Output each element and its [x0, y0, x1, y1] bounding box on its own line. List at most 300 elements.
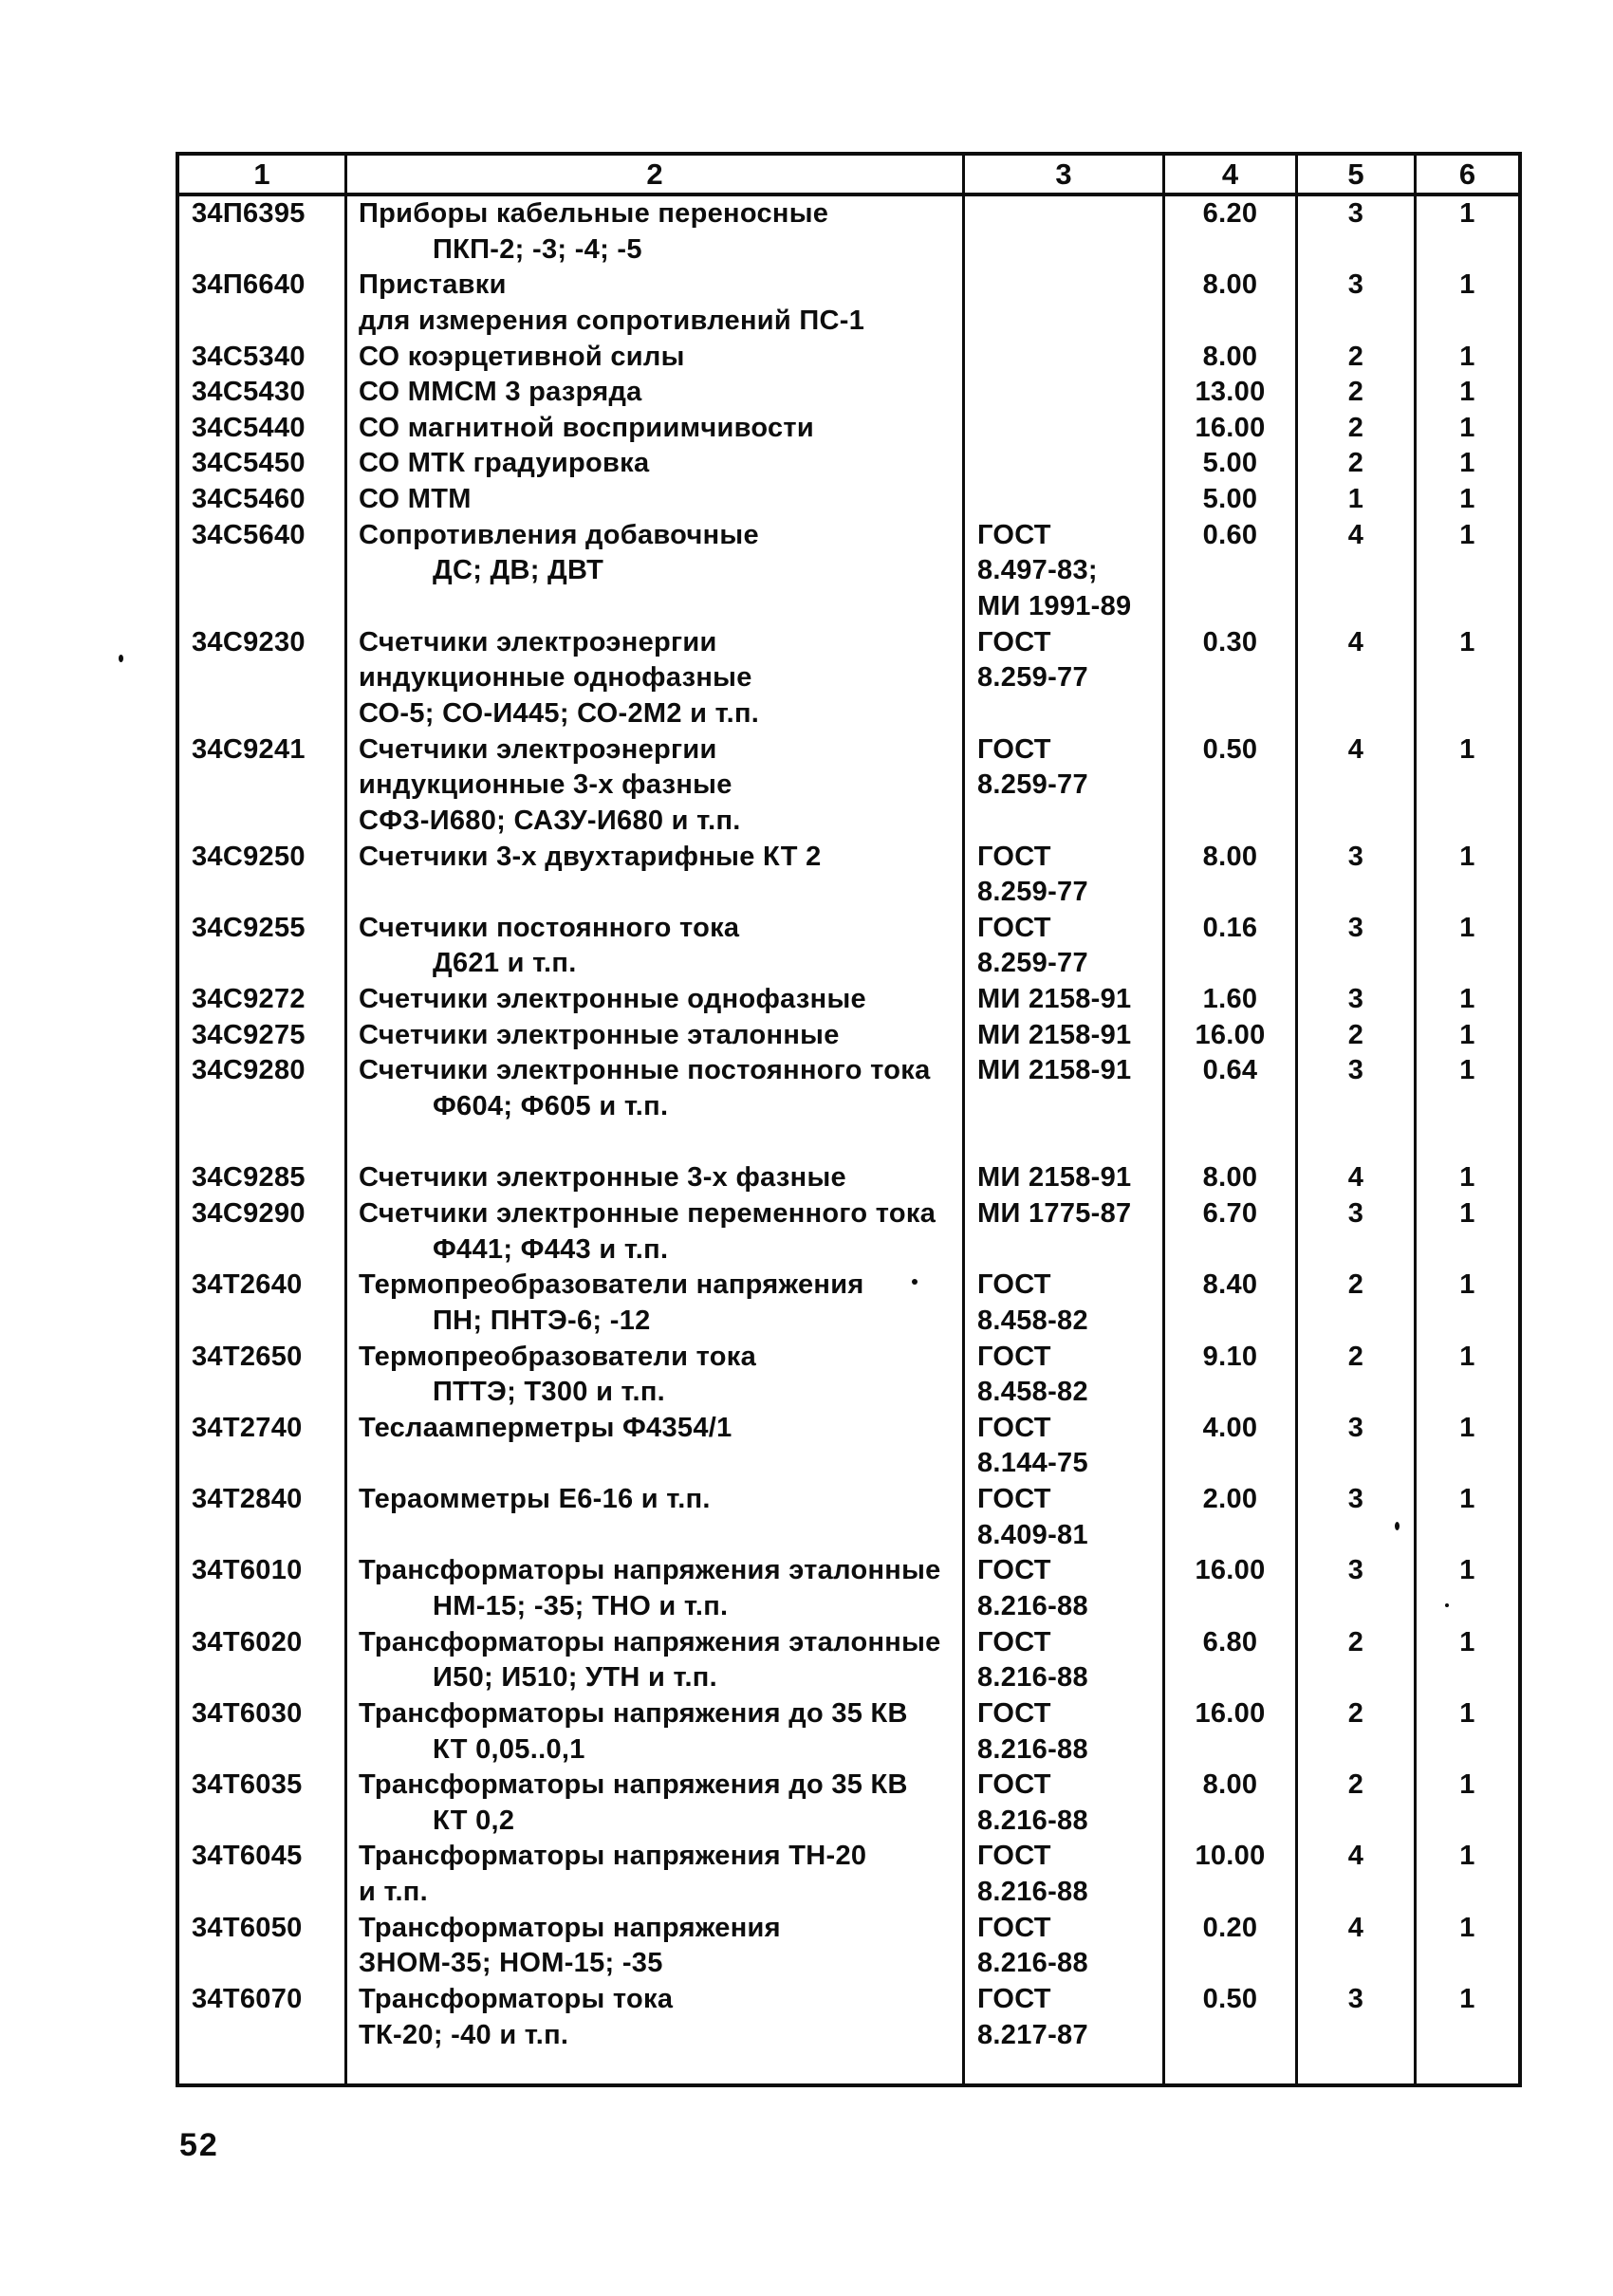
item-code	[179, 589, 344, 625]
item-value	[1298, 1804, 1414, 1840]
item-code: 34С5340	[192, 341, 306, 372]
item-code: 34С5450	[192, 448, 306, 479]
item-description-line: Ф441; Ф443 и т.п.	[433, 1233, 669, 1265]
item-description-line: Приставки	[359, 269, 507, 301]
item-value: 5.00	[1202, 484, 1258, 515]
item-value: 2	[1347, 1341, 1364, 1372]
item-value	[1417, 553, 1518, 589]
item-standard-line: ГОСТ	[977, 1697, 1051, 1729]
item-standard-line: МИ 2158-91	[977, 1162, 1132, 1194]
item-value: 16.00	[1195, 1697, 1266, 1729]
item-value: 6.80	[1202, 1626, 1258, 1657]
item-value	[1298, 946, 1414, 982]
item-value: 2	[1347, 1626, 1364, 1657]
item-code: 34С9230	[192, 626, 306, 657]
item-value	[1165, 1304, 1295, 1340]
item-standard-line: 8.216-88	[977, 1877, 1088, 1908]
item-description-line: Трансформаторы напряжения ТН-20	[359, 1841, 867, 1872]
item-value	[1298, 1946, 1414, 1982]
item-code	[179, 553, 344, 589]
item-description-line: Сопротивления добавочные	[359, 519, 759, 550]
item-value: 4.00	[1202, 1412, 1258, 1443]
item-value: 3	[1347, 1555, 1364, 1586]
item-value: 3	[1347, 269, 1364, 301]
column-header-2: 2	[347, 156, 965, 193]
item-value: 3	[1347, 1484, 1364, 1515]
page-number: 52	[179, 2127, 219, 2163]
item-value	[1417, 2018, 1518, 2054]
item-value	[1165, 1375, 1295, 1411]
item-standard-line	[965, 696, 1162, 732]
item-value	[1298, 1732, 1414, 1768]
item-description-line: Трансформаторы напряжения до 35 КВ	[359, 1697, 908, 1729]
item-standard-line	[965, 232, 1162, 268]
item-value: 3	[1347, 1055, 1364, 1086]
item-description-line	[347, 1518, 962, 1554]
item-value	[1417, 1125, 1518, 1161]
item-description-line: Трансформаторы напряжения до 35 КВ	[359, 1769, 908, 1801]
item-value: 3	[1347, 1412, 1364, 1443]
item-standard-line	[965, 304, 1162, 340]
item-value	[1417, 768, 1518, 804]
item-value: 1	[1459, 1912, 1475, 1943]
scan-speck	[119, 655, 123, 662]
item-description-line	[347, 875, 962, 911]
item-code: 34С9250	[192, 841, 306, 872]
item-code	[179, 946, 344, 982]
item-standard-line	[965, 196, 1162, 232]
item-value: 8.00	[1202, 1769, 1258, 1801]
item-value	[1165, 553, 1295, 589]
item-description-line	[347, 1125, 962, 1161]
item-value: 13.00	[1195, 377, 1266, 408]
item-value: 1	[1459, 198, 1475, 229]
item-value: 2	[1347, 412, 1364, 443]
item-code: 34Т2650	[192, 1341, 303, 1372]
item-code: 34Т2640	[192, 1269, 303, 1301]
item-value	[1298, 804, 1414, 840]
item-standard-line: 8.259-77	[977, 877, 1088, 908]
item-value	[1298, 2018, 1414, 2054]
item-code: 34С5460	[192, 484, 306, 515]
item-description-line: Счетчики 3-х двухтарифные КТ 2	[359, 841, 822, 872]
item-value	[1165, 1125, 1295, 1161]
item-code: 34С9272	[192, 984, 306, 1015]
item-code	[179, 768, 344, 804]
item-value: 3	[1347, 1984, 1364, 2015]
item-standard-line: 8.144-75	[977, 1448, 1088, 1479]
item-value: 3	[1347, 984, 1364, 1015]
item-value	[1417, 1446, 1518, 1482]
item-code: 34П6395	[192, 198, 306, 229]
item-value	[1298, 589, 1414, 625]
item-standard-line: ГОСТ	[977, 1555, 1051, 1586]
item-value	[1417, 804, 1518, 840]
item-standard-line: ГОСТ	[977, 1626, 1051, 1657]
column-header-1: 1	[179, 156, 347, 193]
item-value: 1	[1459, 1341, 1475, 1372]
item-standard-line: 8.216-88	[977, 1590, 1088, 1621]
item-value: 4	[1347, 1912, 1364, 1943]
item-value	[1417, 1732, 1518, 1768]
item-value: 8.00	[1202, 269, 1258, 301]
column-header-3: 3	[965, 156, 1165, 193]
item-description-column	[347, 196, 965, 2084]
item-value: 2	[1347, 1269, 1364, 1301]
item-description-line: Д621 и т.п.	[433, 948, 577, 979]
item-description-line: Трансформаторы тока	[359, 1984, 674, 2015]
item-value: 2	[1347, 1019, 1364, 1050]
item-code: 34Т6030	[192, 1697, 303, 1729]
item-value	[1298, 660, 1414, 696]
item-standard-line: ГОСТ	[977, 912, 1051, 943]
item-code: 34С9290	[192, 1197, 306, 1229]
item-value: 0.64	[1202, 1055, 1258, 1086]
item-value: 5.00	[1202, 448, 1258, 479]
item-standard-line: ГОСТ	[977, 1412, 1051, 1443]
item-code	[179, 1089, 344, 1125]
item-code: 34Т6045	[192, 1841, 303, 1872]
item-value	[1165, 696, 1295, 732]
item-standard-line: 8.259-77	[977, 662, 1088, 694]
item-code: 34Т6020	[192, 1626, 303, 1657]
item-value: 16.00	[1195, 412, 1266, 443]
item-value	[1165, 304, 1295, 340]
item-value: 1	[1459, 1984, 1475, 2015]
item-standard-line: 8.216-88	[977, 1662, 1088, 1694]
item-value: 1	[1459, 1162, 1475, 1194]
item-value	[1298, 232, 1414, 268]
table-body	[179, 196, 1518, 2084]
item-standard-line: 8.216-88	[977, 1805, 1088, 1836]
item-value	[1417, 696, 1518, 732]
item-code	[179, 1125, 344, 1161]
item-code: 34С5440	[192, 412, 306, 443]
item-code: 34Т6010	[192, 1555, 303, 1586]
item-value	[1165, 946, 1295, 982]
item-value	[1417, 946, 1518, 982]
item-value: 2	[1347, 341, 1364, 372]
item-code: 34Т2740	[192, 1412, 303, 1443]
item-standard-line	[965, 411, 1162, 447]
item-value: 0.50	[1202, 733, 1258, 765]
item-value: 1	[1459, 1769, 1475, 1801]
item-value: 1	[1459, 484, 1475, 515]
item-code	[179, 1304, 344, 1340]
item-code	[179, 660, 344, 696]
item-value: 1	[1459, 1019, 1475, 1050]
item-value	[1298, 1660, 1414, 1696]
item-code	[179, 1375, 344, 1411]
column-header-5: 5	[1298, 156, 1417, 193]
item-value	[1417, 1375, 1518, 1411]
item-code	[179, 1804, 344, 1840]
item-value	[1165, 1946, 1295, 1982]
item-description-line: индукционные однофазные	[359, 662, 752, 694]
item-value: 2	[1347, 448, 1364, 479]
item-value: 1	[1459, 1697, 1475, 1729]
item-standard-line: МИ 2158-91	[977, 984, 1132, 1015]
item-description-line: И50; И510; УТН и т.п.	[433, 1662, 717, 1694]
item-description-line: ТК-20; -40 и т.п.	[359, 2019, 569, 2050]
item-code	[179, 2018, 344, 2054]
item-value: 3	[1347, 912, 1364, 943]
item-code	[179, 1946, 344, 1982]
item-description-line: КТ 0,05..0,1	[433, 1733, 585, 1765]
item-value	[1417, 1875, 1518, 1911]
item-value	[1417, 232, 1518, 268]
item-value: 1	[1459, 1269, 1475, 1301]
item-value: 1	[1459, 269, 1475, 301]
item-standard-line	[965, 268, 1162, 304]
item-value	[1417, 660, 1518, 696]
item-value: 1	[1347, 484, 1364, 515]
item-value	[1298, 304, 1414, 340]
item-description-line: СФЗ-И680; САЗУ-И680 и т.п.	[359, 805, 741, 836]
item-value: 8.00	[1202, 841, 1258, 872]
item-description-line: и т.п.	[359, 1877, 428, 1908]
item-description-line: ЗНОМ-35; НОМ-15; -35	[359, 1948, 663, 1979]
item-standard-line: ГОСТ	[977, 626, 1051, 657]
item-description-line: СО коэрцетивной силы	[359, 341, 685, 372]
item-value: 4	[1347, 626, 1364, 657]
item-description-line: Приборы кабельные переносные	[359, 198, 829, 229]
item-value	[1298, 696, 1414, 732]
item-description-line: ПКП-2; -3; -4; -5	[433, 233, 642, 265]
item-code	[179, 1732, 344, 1768]
item-code	[179, 875, 344, 911]
item-code: 34Т6050	[192, 1912, 303, 1943]
item-value: 2	[1347, 1769, 1364, 1801]
item-standard-line: 8.409-81	[977, 1519, 1088, 1550]
item-code	[179, 1875, 344, 1911]
item-standard-line: 8.259-77	[977, 769, 1088, 801]
column-header-6: 6	[1458, 157, 1476, 191]
item-standard-line: МИ 1775-87	[977, 1197, 1132, 1229]
item-description-line: Счетчики электроэнергии	[359, 733, 717, 765]
item-standard-line	[965, 804, 1162, 840]
item-standard-line: 8.217-87	[977, 2019, 1088, 2050]
item-standard-line: 8.458-82	[977, 1377, 1088, 1408]
item-code-column	[179, 196, 347, 2084]
item-standard-line	[965, 482, 1162, 518]
item-standard-line: ГОСТ	[977, 1484, 1051, 1515]
scan-speck	[1445, 1603, 1449, 1607]
item-description-line: Трансформаторы напряжения	[359, 1912, 781, 1943]
item-standard-line: 8.497-83;	[977, 555, 1098, 586]
item-value	[1298, 1589, 1414, 1625]
item-value: 8.00	[1202, 341, 1258, 372]
item-description-line: Термопреобразователи тока	[359, 1341, 756, 1372]
item-value: 3	[1347, 1197, 1364, 1229]
item-value	[1165, 804, 1295, 840]
item-value: 4	[1347, 1841, 1364, 1872]
item-value: 0.30	[1202, 626, 1258, 657]
item-value: 1	[1459, 341, 1475, 372]
item-value: 8.40	[1202, 1269, 1258, 1301]
item-code: 34С5640	[192, 519, 306, 550]
value-column-5	[1298, 196, 1417, 2084]
item-standard-column	[965, 196, 1165, 2084]
item-standard-line	[965, 375, 1162, 411]
item-value: 6.70	[1202, 1197, 1258, 1229]
item-description-line: Счетчики электронные переменного тока	[359, 1197, 936, 1229]
item-value	[1417, 589, 1518, 625]
item-value: 4	[1347, 733, 1364, 765]
item-standard-line: МИ 1991-89	[977, 591, 1132, 622]
item-value: 0.16	[1202, 912, 1258, 943]
item-value: 3	[1347, 198, 1364, 229]
item-value	[1298, 1446, 1414, 1482]
item-value	[1165, 589, 1295, 625]
item-code: 34С9285	[192, 1162, 306, 1194]
item-standard-line	[965, 340, 1162, 376]
item-description-line: индукционные 3-х фазные	[359, 769, 732, 801]
item-value: 2	[1347, 1697, 1364, 1729]
value-column-6	[1417, 196, 1518, 2084]
item-description-line: Счетчики электроэнергии	[359, 626, 717, 657]
value-column-4	[1165, 196, 1298, 2084]
item-code	[179, 1660, 344, 1696]
item-value	[1298, 1125, 1414, 1161]
item-value: 1	[1459, 1555, 1475, 1586]
scan-speck	[1395, 1522, 1400, 1530]
item-standard-line: 8.458-82	[977, 1305, 1088, 1336]
item-code: 34Т6070	[192, 1984, 303, 2015]
item-value	[1417, 1660, 1518, 1696]
item-description-line: СО МТМ	[359, 484, 472, 515]
item-description-line: СО МТК градуировка	[359, 448, 650, 479]
item-value	[1165, 660, 1295, 696]
item-value	[1298, 1875, 1414, 1911]
item-value: 0.20	[1202, 1912, 1258, 1943]
item-value	[1298, 1375, 1414, 1411]
equipment-verification-table	[176, 152, 1522, 2087]
item-code	[179, 696, 344, 732]
item-standard-line: ГОСТ	[977, 1841, 1051, 1872]
item-standard-line: ГОСТ	[977, 733, 1051, 765]
item-value: 1	[1459, 519, 1475, 550]
table-header-row	[179, 156, 1518, 196]
item-value	[1165, 1732, 1295, 1768]
item-value: 16.00	[1195, 1555, 1266, 1586]
item-code: 34П6640	[192, 269, 306, 301]
item-value: 1	[1459, 1484, 1475, 1515]
item-description-line: ДС; ДВ; ДВТ	[433, 555, 604, 586]
item-code: 34Т6035	[192, 1769, 303, 1801]
item-value	[1165, 875, 1295, 911]
item-standard-line	[965, 446, 1162, 482]
item-code: 34С9275	[192, 1019, 306, 1050]
item-code: 34С9255	[192, 912, 306, 943]
item-value: 3	[1347, 841, 1364, 872]
item-value: 1	[1459, 626, 1475, 657]
item-code	[179, 804, 344, 840]
item-value: 1	[1459, 912, 1475, 943]
item-standard-line: ГОСТ	[977, 1984, 1051, 2015]
item-value	[1417, 1232, 1518, 1268]
item-description-line: Трансформаторы напряжения эталонные	[359, 1555, 941, 1586]
item-description-line: СО магнитной восприимчивости	[359, 412, 815, 443]
item-value: 2	[1347, 377, 1364, 408]
item-description-line: ПН; ПНТЭ-6; -12	[433, 1305, 651, 1336]
item-value: 0.60	[1202, 519, 1258, 550]
item-value	[1298, 553, 1414, 589]
item-value	[1298, 1232, 1414, 1268]
item-description-line: Счетчики электронные эталонные	[359, 1019, 840, 1050]
item-standard-line: ГОСТ	[977, 519, 1051, 550]
column-header-4: 4	[1165, 156, 1298, 193]
item-value	[1165, 1446, 1295, 1482]
item-description-line: Термопреобразователи напряжения	[359, 1269, 864, 1301]
item-value: 1	[1459, 377, 1475, 408]
item-description-line: Теслаамперметры Ф4354/1	[359, 1412, 732, 1443]
item-value	[1165, 232, 1295, 268]
item-value	[1165, 768, 1295, 804]
item-value: 10.00	[1195, 1841, 1266, 1872]
item-standard-line	[965, 1125, 1162, 1161]
item-standard-line	[965, 1089, 1162, 1125]
item-value	[1417, 875, 1518, 911]
item-description-line: Ф604; Ф605 и т.п.	[433, 1091, 669, 1122]
item-value	[1298, 768, 1414, 804]
item-value	[1165, 2018, 1295, 2054]
item-standard-line: ГОСТ	[977, 841, 1051, 872]
item-standard-line: ГОСТ	[977, 1769, 1051, 1801]
item-description-line: ПТТЭ; Т300 и т.п.	[433, 1377, 666, 1408]
item-value: 1.60	[1202, 984, 1258, 1015]
scan-speck	[912, 1279, 918, 1285]
item-value: 1	[1459, 1841, 1475, 1872]
item-value	[1417, 1589, 1518, 1625]
item-description-line: для измерения сопротивлений ПС-1	[359, 305, 865, 336]
item-standard-line: 8.216-88	[977, 1948, 1088, 1979]
item-value: 1	[1459, 448, 1475, 479]
item-standard-line: ГОСТ	[977, 1269, 1051, 1301]
item-standard-line: ГОСТ	[977, 1912, 1051, 1943]
item-value	[1298, 1304, 1414, 1340]
item-description-line: НМ-15; -35; ТНО и т.п.	[433, 1590, 729, 1621]
item-value	[1417, 304, 1518, 340]
item-standard-line: 8.216-88	[977, 1733, 1088, 1765]
item-value	[1417, 1304, 1518, 1340]
item-value	[1165, 1875, 1295, 1911]
item-code: 34Т2840	[192, 1484, 303, 1515]
item-value: 2.00	[1202, 1484, 1258, 1515]
item-code	[179, 1589, 344, 1625]
item-standard-line	[965, 1232, 1162, 1268]
item-description-line: Счетчики электронные 3-х фазные	[359, 1162, 846, 1194]
item-value	[1298, 875, 1414, 911]
item-value: 0.50	[1202, 1984, 1258, 2015]
item-standard-line: МИ 2158-91	[977, 1055, 1132, 1086]
item-value	[1165, 1232, 1295, 1268]
item-value	[1165, 1804, 1295, 1840]
item-value: 1	[1459, 412, 1475, 443]
item-value: 16.00	[1195, 1019, 1266, 1050]
item-code: 34С9241	[192, 733, 306, 765]
item-value: 1	[1459, 733, 1475, 765]
item-value: 6.20	[1202, 198, 1258, 229]
item-code	[179, 304, 344, 340]
item-code: 34С9280	[192, 1055, 306, 1086]
item-value: 1	[1459, 1055, 1475, 1086]
item-code	[179, 1446, 344, 1482]
item-description-line: Тераомметры Е6-16 и т.п.	[359, 1484, 711, 1515]
item-standard-line: 8.259-77	[977, 948, 1088, 979]
item-value: 8.00	[1202, 1162, 1258, 1194]
item-description-line: Счетчики электронные однофазные	[359, 984, 866, 1015]
